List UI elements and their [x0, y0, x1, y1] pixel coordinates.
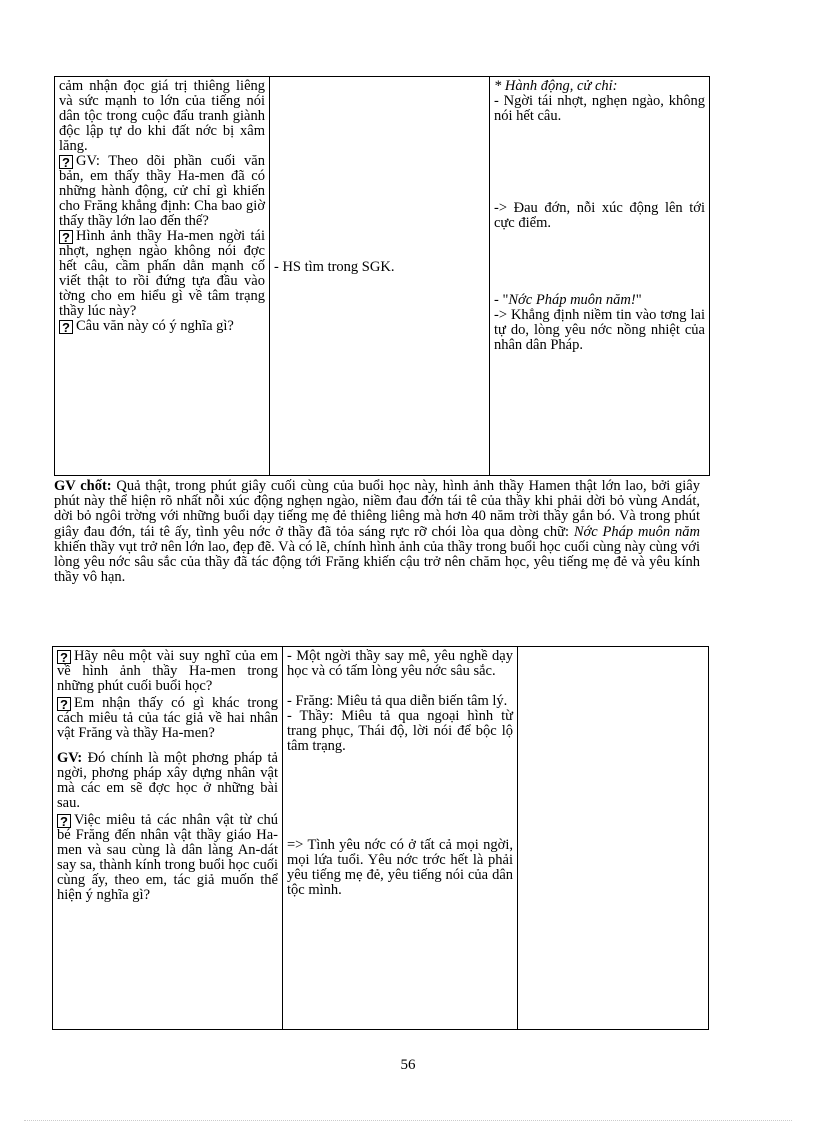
question-icon: ?	[59, 320, 73, 334]
conclusion-quote: Nớc Pháp muôn năm	[573, 523, 700, 540]
table1-question-column	[55, 77, 270, 476]
table2-answer-1: - Một ngời thầy say mê, yêu nghề dạy học và có tấm lòng yêu nớc sâu sắc.	[287, 648, 513, 679]
table1-answer-item-3: - "Nớc Pháp muôn năm!"	[494, 292, 642, 308]
table1-answer-column	[490, 77, 710, 476]
question-icon: ?	[57, 814, 71, 828]
lesson-table-1	[54, 76, 710, 476]
question-icon: ?	[59, 155, 73, 169]
conclusion-label: GV chốt:	[54, 478, 112, 494]
table2-question-column	[53, 647, 283, 1030]
table1-question-2: Hình ảnh thầy Ha-men ngời tái nhợt, nghẹn ngào không nói đợc hết câu, cầm phấn dằn mạnh cố viết thật to rồi đứng tựa đầu vào tờng cho em hiểu gì về tâm trạng thầy lúc này?	[59, 228, 265, 319]
table1-question-1: GV: Theo dõi phần cuối văn bản, em thấy thầy Ha-men đã có những hành động, cử chỉ gì khiến cho Frăng khẳng định: Cha bao giờ thấy thầy lớn lao đến thế?	[59, 153, 265, 229]
question-icon: ?	[59, 230, 73, 244]
question-icon: ?	[57, 697, 71, 711]
teacher-conclusion	[54, 479, 700, 585]
table2-gv-text: Đó chính là một phơng pháp tả ngời, phơng pháp xây dựng nhân vật mà các em sẽ đợc học ở những bài sau.	[57, 750, 278, 811]
table1-student-column	[270, 77, 490, 476]
table2-question-3: Việc miêu tả các nhân vật từ chú bé Frăng đến nhân vật thầy giáo Ha-men và sau cùng là dân làng An-dát say sa, thành kính trong buổi học cuối cùng ấy, theo em, tác giả muốn thể hiện ý nghĩa gì?	[57, 812, 278, 903]
table2-answer-2: - Frăng: Miêu tả qua diễn biến tâm lý.	[287, 693, 508, 709]
conclusion-text-before: Quả thật, trong phút giây cuối cùng của buổi học này, hình ảnh thầy Hamen thật lớn lao, bởi giây phút này thể hiện rõ nhất nỗi xúc động nghẹn ngào, niềm đau đớn tái tê của thầy khi phải dời bỏ vùng Andát, dời bỏ ngôi trờng với những buổi dạy tiếng mẹ đẻ thiêng liêng mà hơn 40 năm trời thầy gắn bó. Và trong phút giây đau đớn, tái tê ấy, tình yêu nớc ở thầy đã tỏa sáng rực rỡ chói lòa qua dòng chữ:	[54, 478, 700, 540]
page-bottom-divider	[24, 1120, 792, 1121]
table1-answer-heading: * Hành động, cử chỉ:	[494, 78, 618, 94]
page-number: 56	[400, 1057, 416, 1073]
table1-question-3: Câu văn này có ý nghĩa gì?	[76, 318, 234, 334]
question-icon: ?	[57, 650, 71, 664]
lesson-table-2	[52, 646, 709, 1030]
table2-answer-3: - Thầy: Miêu tả qua ngoại hình từ trang phục, Thái độ, lời nói để bộc lộ tâm trạng.	[287, 708, 513, 754]
table2-gv-label: GV:	[57, 750, 83, 766]
table2-question-2: Em nhận thấy có gì khác trong cách miêu tả của tác giả về hai nhân vật Frăng và thầy Ha-men?	[57, 695, 278, 741]
table1-answer-item-2: -> Đau đớn, nỗi xúc động lên tới cực điểm.	[494, 200, 705, 231]
table2-empty-column	[518, 647, 709, 1030]
table2-answer-column	[283, 647, 518, 1030]
table1-answer-item-4: -> Khẳng định niềm tin vào tơng lai tự do, lòng yêu nớc nồng nhiệt của nhân dân Pháp.	[494, 307, 705, 353]
table2-question-1: Hãy nêu một vài suy nghĩ của em về hình ảnh thầy Ha-men trong những phút cuối buổi học?	[57, 648, 278, 694]
table1-intro-text: cảm nhận đọc giá trị thiêng liêng và sức mạnh to lớn của tiếng nói dân tộc trong cuộc đấu tranh giành độc lập tự do khi đất nớc bị xâm lăng.	[59, 78, 265, 154]
table1-student-activity: - HS tìm trong SGK.	[274, 258, 395, 275]
conclusion-text-after: khiến thầy vụt trở nên lớn lao, đẹp đẽ. Và có lẽ, chính hình ảnh của thầy trong buổi học cuối cùng này cùng với lòng yêu nớc sâu sắc của thầy đã tác động tới Frăng khiến cậu trở nên chăm học, yêu tiếng mẹ đẻ và yêu kính thầy vô hạn.	[54, 538, 700, 586]
table1-answer-item-1: - Ngời tái nhợt, nghẹn ngào, không nói hết câu.	[494, 93, 705, 124]
table2-answer-4: => Tình yêu nớc có ở tất cả mọi ngời, mọi lứa tuổi. Yêu nớc trớc hết là phải yêu tiếng mẹ đẻ, yêu tiếng nói của dân tộc mình.	[287, 837, 513, 898]
